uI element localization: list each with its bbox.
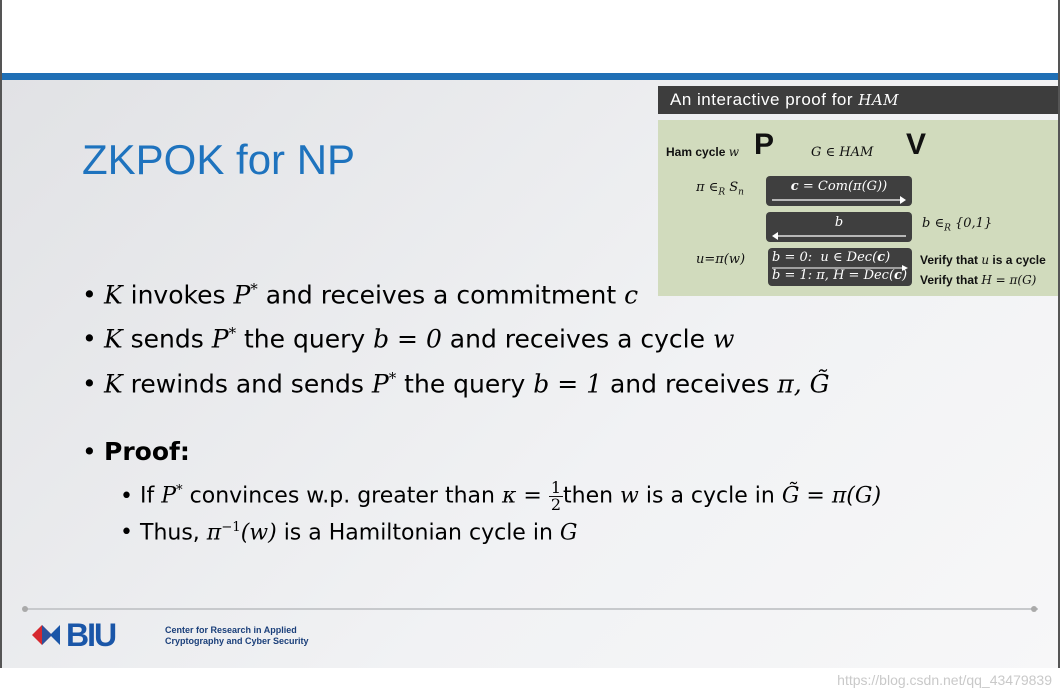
inset-body — [658, 120, 1058, 296]
inset-header-ham: HAM — [858, 91, 900, 109]
sub-bullet-2: • Thus, $\pi^{-1}(w)$ is a Hamiltonian cycle in G — [120, 520, 578, 546]
commitment-message — [766, 176, 912, 206]
fraction-one-half: $\frac{1}{2}$ — [550, 478, 561, 514]
commit-c: c — [790, 179, 799, 194]
resp1-text: b = 1: π, H = Dec( — [772, 268, 895, 283]
b-choice: b $\in_R$ {0,1} — [922, 216, 993, 234]
slide-top-bar — [2, 73, 1058, 80]
biu-logo-text: BIU — [66, 617, 116, 653]
verifier-label: V — [906, 128, 927, 161]
inset-header-text: An interactive proof for — [670, 90, 859, 109]
bullet-1: • K invokes P* and receives a commitment c — [82, 280, 639, 310]
pi-choice: π $\in_R$ $S_n$ — [696, 180, 744, 198]
arrow-right-icon — [772, 196, 906, 204]
response-message: b = 0: u ∈ Dec(c) b = 1: π, H = Dec(c) — [768, 248, 912, 286]
challenge-message — [766, 212, 912, 242]
footer-divider — [24, 608, 1038, 610]
center-name-line1: Center for Research in Applied — [165, 625, 297, 635]
bullet-3: • K rewinds and sends P* the query b = 1 and receives π, G̃ — [82, 369, 830, 399]
center-name-line2: Cryptography and Cyber Security — [165, 636, 309, 646]
watermark-url: https://blog.csdn.net/qq_43479839 — [837, 672, 1052, 688]
footer-divider-dot-right — [1031, 606, 1037, 612]
inset-header — [658, 86, 1058, 114]
resp0-text: u ∈ Dec( — [820, 250, 878, 265]
graph-statement: G ∈ HAM — [811, 145, 874, 160]
footer-divider-dot-left — [22, 606, 28, 612]
resp0-label: b = 0: — [772, 250, 813, 265]
u-definition: u=π(w) — [696, 252, 746, 267]
interactive-proof-inset — [658, 86, 1058, 296]
arrow-left-icon — [772, 232, 906, 240]
bullet-2: • K sends P* the query b = 0 and receives a cycle w — [82, 324, 735, 354]
proof-heading: • Proof: — [82, 437, 190, 466]
verify-cycle-text: Verify that u is a cycle — [920, 253, 1046, 267]
center-name — [165, 625, 309, 647]
biu-logo — [32, 617, 152, 653]
slide-title: ZKPOK for NP — [82, 136, 356, 183]
commit-rest: = Com(π(G)) — [798, 179, 888, 194]
prover-label: P — [754, 128, 775, 161]
verify-h-text: Verify that H = π(G) — [920, 273, 1037, 287]
challenge-b: b — [834, 215, 844, 230]
ham-cycle-label: Ham cycle w — [666, 145, 739, 159]
sub-bullet-1: • If P* convinces w.p. greater than κ = $\frac{1}{2}$ then w is a cycle in G̃ = π(G) — [120, 478, 882, 514]
